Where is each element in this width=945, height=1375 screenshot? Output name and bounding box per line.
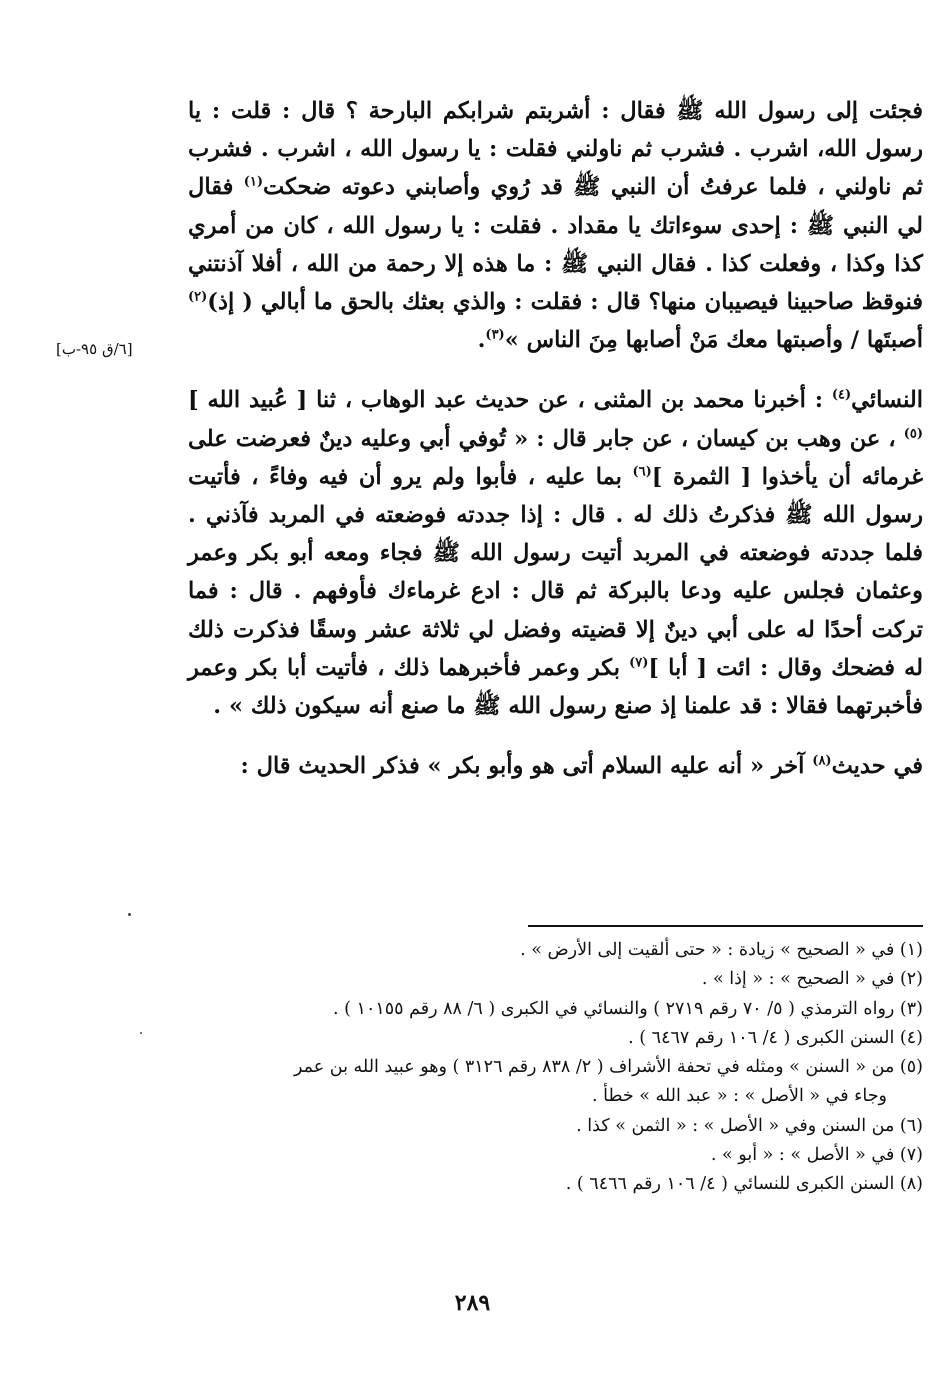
- paragraph: [188, 92, 923, 359]
- footnote-ref: (٥): [903, 426, 923, 442]
- footnote-ref: (٨): [812, 753, 832, 769]
- footnote: (٢) في « الصحيح » : « إذا » .: [701, 969, 923, 990]
- footnote-ref: (١): [243, 174, 264, 190]
- text-run: بكر وعمر فأخبرهما ذلك ، فأتيت أبا بكر وعمر فأخبرتهما فقالا : قد علمنا إذ صنع رسول الله ﷺ ما صنع أنه سيكون ذلك » .: [188, 654, 923, 720]
- footnote: (٦) من السنن وفي « الأصل » : « الثمن » كذا .: [576, 1115, 923, 1136]
- footnote-ref: (٦): [632, 464, 652, 480]
- manuscript-folio-marker: [٦/ق ٩٥-ب]: [56, 340, 133, 358]
- text-run: فقال لي النبي ﷺ : إحدى سوءاتك يا مقداد . فقلت : يا رسول الله ، كان من أمري كذا وكذا ، وفعلت كذا . فقال النبي ﷺ : ما هذه إلا رحمة من الله ، أفلا آذنتني فنوقظ صاحبينا فيصيبان منها؟ قال : فقلت : والذي بعثك بالحق ما أبالي ( إذ): [188, 174, 923, 316]
- footnote: (٧) في « الأصل » : « أبو » .: [710, 1145, 923, 1166]
- main-text: [188, 92, 923, 785]
- footnote-ref: (٣): [485, 327, 505, 343]
- footnote-continuation: وجاء في « الأصل » : « عبد الله » خطأ .: [592, 1086, 887, 1107]
- footnote: (٨) السنن الكبرى للنسائي ( ٤/ ١٠٦ رقم ٦٤٦٦ ) .: [565, 1174, 923, 1195]
- text-run: فجئت إلى رسول الله ﷺ فقال : أشربتم شرابكم البارحة ؟ قال : قلت : يا رسول الله، اشرب . فشرب ثم ناولني فقلت : يا رسول الله ، اشرب . فشرب ثم ناولني ، فلما عرفتُ أن النبي ﷺ قد رُوي وأصابني دعوته ضحكت: [188, 98, 923, 201]
- footnotes: [173, 936, 923, 1200]
- scan-speck: [140, 1032, 142, 1034]
- scan-speck: [128, 913, 131, 916]
- page-number: ٢٨٩: [454, 1290, 491, 1316]
- footnote: (١) في « الصحيح » زيادة : « حتى ألقيت إلى الأرض » .: [520, 940, 923, 960]
- paragraph: [188, 747, 923, 785]
- footnote-ref: (٧): [629, 655, 649, 671]
- text-run: بما عليه ، فأبوا ولم يرو أن فيه وفاءً ، فأتيت رسول الله ﷺ فذكرتُ ذلك له . قال : إذا جددته فوضعته في المربد فآذني . فلما جددته فوضعته في المربد أتيت رسول الله ﷺ فجاء ومعه أبو بكر وعمر وعثمان فجلس عليه ودعا بالبركة ثم قال : ادع غرماءك فأوفهم . قال : فما تركت أحدًا له على أبي دينٌ إلا قضيته وفضل لي ثلاثة عشر وسقًا فذكرت ذلك له فضحك وقال : ائت [ أبا ]: [188, 463, 924, 681]
- text-run: : أخبرنا محمد بن المثنى ، عن حديث عبد الوهاب ، ثنا [ عُبيد الله ]: [188, 387, 832, 414]
- text-run: أصبتَها / وأصبتها معك مَنْ أصابها مِنَ الناس »: [504, 327, 923, 354]
- footnote-separator: [528, 925, 923, 927]
- text-run: آخر « أنه عليه السلام أتى هو وأبو بكر » فذكر الحديث قال :: [240, 753, 813, 780]
- text-run: .: [477, 327, 486, 354]
- text-run: ، عن وهب بن كيسان ، عن جابر قال : « تُوفي أبي وعليه دينٌ فعرضت على غرمائه أن يأخذوا [ الثمرة ]: [188, 425, 923, 490]
- paragraph: [188, 381, 923, 725]
- footnote: (٥) من « السنن » ومثله في تحفة الأشراف ( ٢/ ٨٣٨ رقم ٣١٢٦ ) وهو عبيد الله بن عمر: [293, 1057, 923, 1078]
- text-run: في حديث: [831, 753, 923, 780]
- footnote: (٤) السنن الكبرى ( ٤/ ١٠٦ رقم ٦٤٦٧ ) .: [628, 1027, 923, 1048]
- footnote-ref: (٤): [831, 387, 852, 403]
- text-run: النسائي: [851, 387, 923, 414]
- footnote-ref: (٢): [188, 289, 208, 305]
- footnote: (٣) رواه الترمذي ( ٥/ ٧٠ رقم ٢٧١٩ ) والنسائي في الكبرى ( ٦/ ٨٨ رقم ١٠١٥٥ ) .: [333, 998, 923, 1019]
